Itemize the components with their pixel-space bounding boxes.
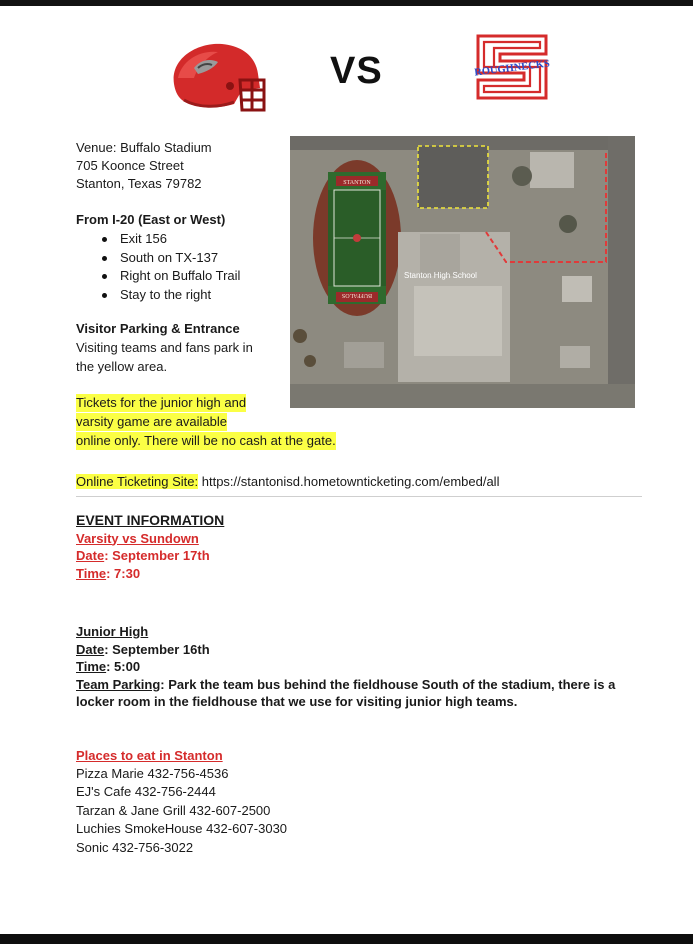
junior-high-section xyxy=(76,623,615,711)
place-item: EJ's Cafe 432-756-2444 xyxy=(76,784,216,799)
directions-heading: From I-20 (East or West) xyxy=(76,212,226,227)
junior-team-parking-cont: locker room in the fieldhouse that we use for visiting junior high teams. xyxy=(76,694,518,709)
junior-time: Time: 5:00 xyxy=(76,659,141,674)
aerial-map xyxy=(290,136,635,408)
venue-city: Stanton, Texas 79782 xyxy=(76,176,202,191)
venue-street: 705 Koonce Street xyxy=(76,158,184,173)
place-item: Pizza Marie 432-756-4536 xyxy=(76,765,229,781)
direction-step: Exit 156 xyxy=(98,230,240,249)
helmet-logo xyxy=(164,38,268,114)
parking-heading: Visitor Parking & Entrance xyxy=(76,321,240,336)
junior-title: Junior High xyxy=(76,624,149,639)
places-to-eat-section xyxy=(76,747,287,857)
section-divider xyxy=(76,496,642,497)
tickets-line-3: online only. There will be no cash at the gate. xyxy=(76,433,336,448)
direction-step: Stay to the right xyxy=(98,286,240,305)
varsity-date: Date: September 17th xyxy=(76,548,210,563)
tickets-line-1: Tickets for the junior high and xyxy=(76,395,247,410)
direction-step: South on TX-137 xyxy=(98,249,240,268)
top-bar xyxy=(0,0,693,6)
junior-date: Date: September 16th xyxy=(76,641,210,657)
roughnecks-s-logo xyxy=(470,34,554,100)
school-label: Stanton High School xyxy=(404,271,477,280)
place-item: Sonic 432-756-3022 xyxy=(76,839,194,855)
field-bottom-label: BUFFALOS xyxy=(341,292,373,298)
direction-step: Right on Buffalo Trail xyxy=(98,267,240,286)
ticketing-site-label: Online Ticketing Site: xyxy=(76,474,199,489)
varsity-time: Time: 7:30 xyxy=(76,565,141,581)
venue-name: Venue: Buffalo Stadium xyxy=(76,140,212,155)
junior-team-parking: Team Parking: Park the team bus behind the fieldhouse South of the stadium, there is a xyxy=(76,676,616,692)
bottom-bar xyxy=(0,934,693,944)
place-item: Tarzan & Jane Grill 432-607-2500 xyxy=(76,802,271,818)
roughnecks-text: ROUGHNECKS xyxy=(473,58,551,79)
parking-line-1: Visiting teams and fans park in xyxy=(76,340,253,355)
ticketing-site-url[interactable]: https://stantonisd.hometownticketing.com/embed/all xyxy=(201,474,500,489)
places-heading: Places to eat in Stanton xyxy=(76,748,223,763)
versus-text: VS xyxy=(330,50,383,92)
ticketing-site-row xyxy=(76,473,499,491)
place-item: Luchies SmokeHouse 432-607-3030 xyxy=(76,821,288,836)
event-info-section xyxy=(76,512,224,582)
directions-list xyxy=(98,230,240,304)
varsity-title: Varsity vs Sundown xyxy=(76,530,199,546)
event-info-heading: EVENT INFORMATION xyxy=(76,512,225,528)
parking-line-2: the yellow area. xyxy=(76,359,168,374)
field-top-label: STANTON xyxy=(343,180,371,186)
tickets-line-2: varsity game are available xyxy=(76,414,228,429)
